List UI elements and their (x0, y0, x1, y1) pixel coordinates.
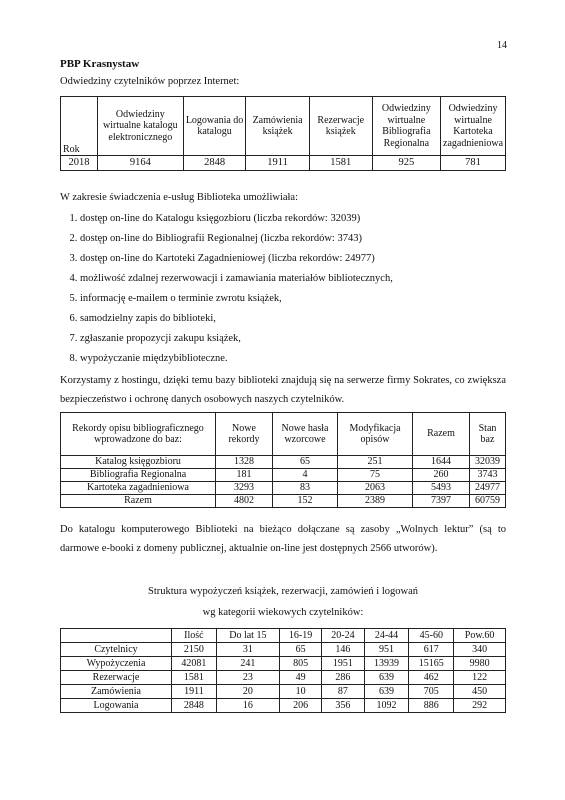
table-cell: 49 (279, 671, 321, 685)
table-cell: 83 (273, 482, 338, 495)
table-header-cell: 16-19 (279, 629, 321, 643)
list-item: 1. dostęp on-line do Katalogu księgozbioru (liczba rekordów: 32039) (80, 209, 506, 229)
table-cell: 886 (409, 699, 454, 713)
table-cell: 340 (454, 643, 506, 657)
table-header-cell: Rezerwacje książek (309, 97, 372, 156)
table-header-cell: Odwiedziny wirtualne Bibliografia Regionalna (372, 97, 440, 156)
list-item: 2. dostęp on-line do Bibliografii Regionalnej (liczba rekordów: 3743) (80, 229, 506, 249)
table-cell: 1911 (172, 685, 217, 699)
table-cell: 2150 (172, 643, 217, 657)
table-header-cell: Logowania do katalogu (183, 97, 246, 156)
page-number: 14 (497, 40, 507, 51)
table-cell: 2018 (61, 156, 98, 171)
table-cell: 13939 (364, 657, 409, 671)
table-cell: 450 (454, 685, 506, 699)
table-cell: 32039 (470, 456, 506, 469)
section-heading (60, 58, 506, 87)
table-header-row (61, 413, 506, 456)
records-table (60, 412, 506, 508)
table-row (61, 495, 506, 508)
table-cell: 24977 (470, 482, 506, 495)
table-cell: 1092 (364, 699, 409, 713)
table-cell: 251 (338, 456, 413, 469)
services-intro: W zakresie świadczenia e-usług Biblioteka umożliwiała: (60, 192, 299, 203)
table-cell: 65 (273, 456, 338, 469)
table-cell: 9980 (454, 657, 506, 671)
table-cell: 152 (273, 495, 338, 508)
list-item: 6. samodzielny zapis do biblioteki, (80, 309, 506, 329)
age-structure-table-wrap (60, 628, 506, 713)
table-cell: 15165 (409, 657, 454, 671)
table-header-cell: 24-44 (364, 629, 409, 643)
table-header-cell: Nowe hasła wzorcowe (273, 413, 338, 456)
table-cell: 75 (338, 469, 413, 482)
table-cell: 356 (322, 699, 364, 713)
records-table-wrap (60, 412, 506, 508)
list-item: 5. informację e-mailem o terminie zwrotu książek, (80, 289, 506, 309)
table-cell: 639 (364, 671, 409, 685)
table-header-cell: Odwiedziny wirtualne Kartoteka zagadnieniowa (441, 97, 506, 156)
table-header-cell: Rok (61, 97, 98, 156)
structure-title (60, 586, 506, 618)
table-cell: 462 (409, 671, 454, 685)
table-row (61, 699, 506, 713)
list-item: 8. wypożyczanie międzybiblioteczne. (80, 349, 506, 369)
table-header-cell: Zamówienia książek (246, 97, 309, 156)
table-cell: 23 (216, 671, 279, 685)
table-cell: 617 (409, 643, 454, 657)
table-cell: 122 (454, 671, 506, 685)
table-header-cell: Odwiedziny wirtualne katalogu elektronicznego (97, 97, 183, 156)
internet-visits-table (60, 96, 506, 171)
table-row (61, 685, 506, 699)
table-cell: 3743 (470, 469, 506, 482)
table-cell: 9164 (97, 156, 183, 171)
table-cell: 10 (279, 685, 321, 699)
table-cell: Rezerwacje (61, 671, 172, 685)
table-cell: 951 (364, 643, 409, 657)
table-cell: 925 (372, 156, 440, 171)
wolne-lektury-paragraph: Do katalogu komputerowego Biblioteki na bieżąco dołączane są zasoby „Wolnych lektur” (są to darmowe e-booki z domeny publicznej, aktualnie on-line jest dostępnych 2566 utworów). (60, 524, 506, 554)
table-cell: 3293 (216, 482, 273, 495)
table-header-cell: Modyfikacja opisów (338, 413, 413, 456)
table-header-cell: Razem (413, 413, 470, 456)
table-cell: 286 (322, 671, 364, 685)
table-cell: 4802 (216, 495, 273, 508)
table-cell: 31 (216, 643, 279, 657)
table-header-cell: 20-24 (322, 629, 364, 643)
table-row (61, 456, 506, 469)
table-header-cell: Pow.60 (454, 629, 506, 643)
table-cell: 1911 (246, 156, 309, 171)
table-cell: Bibliografia Regionalna (61, 469, 216, 482)
table-cell: Razem (61, 495, 216, 508)
structure-title-line-1: Struktura wypożyczeń książek, rezerwacji, zamówień i logowań (148, 586, 418, 597)
table-cell: 1581 (309, 156, 372, 171)
table-header-row (61, 97, 506, 156)
table-cell: 16 (216, 699, 279, 713)
list-item: 4. możliwość zdalnej rezerwowacji i zamawiania materiałów bibliotecznych, (80, 269, 506, 289)
wolne-lektury-section (60, 520, 506, 558)
table-row (61, 482, 506, 495)
table-row (61, 657, 506, 671)
table-cell: 1328 (216, 456, 273, 469)
table-header-cell: Rekordy opisu bibliograficznego wprowadzone do baz: (61, 413, 216, 456)
table-cell: 87 (322, 685, 364, 699)
table-cell: 2389 (338, 495, 413, 508)
table-header-cell: Nowe rekordy (216, 413, 273, 456)
list-item: 7. zgłaszanie propozycji zakupu książek, (80, 329, 506, 349)
table-cell: 781 (441, 156, 506, 171)
hosting-paragraph: Korzystamy z hostingu, dzięki temu bazy biblioteki znajdują się na serwerze firmy Sokrates, co zwiększa bezpieczeństwo i ochronę danych osobowych naszych czytelników. (60, 375, 506, 405)
table-header-cell: Stan baz (470, 413, 506, 456)
internet-visits-table-wrap (60, 96, 506, 171)
table-header-cell: Ilość (172, 629, 217, 643)
table-cell: 5493 (413, 482, 470, 495)
table-row (61, 469, 506, 482)
table-cell: 181 (216, 469, 273, 482)
table-cell: Czytelnicy (61, 643, 172, 657)
services-section (60, 192, 506, 409)
table-cell: 705 (409, 685, 454, 699)
list-item: 3. dostęp on-line do Kartoteki Zagadnieniowej (liczba rekordów: 24977) (80, 249, 506, 269)
library-name: PBP Krasnystaw (60, 58, 140, 70)
table-cell: 206 (279, 699, 321, 713)
table-row (61, 643, 506, 657)
table-cell: 260 (413, 469, 470, 482)
internet-visits-intro: Odwiedziny czytelników poprzez Internet: (60, 76, 240, 87)
services-list (60, 209, 506, 369)
table-cell: 1644 (413, 456, 470, 469)
table-cell: 4 (273, 469, 338, 482)
table-cell: Katalog księgozbioru (61, 456, 216, 469)
table-cell: 241 (216, 657, 279, 671)
table-cell: 7397 (413, 495, 470, 508)
table-header-cell (61, 629, 172, 643)
table-header-cell: Do lat 15 (216, 629, 279, 643)
table-cell: 639 (364, 685, 409, 699)
table-cell: 146 (322, 643, 364, 657)
table-cell: 20 (216, 685, 279, 699)
table-cell: 292 (454, 699, 506, 713)
table-cell: 42081 (172, 657, 217, 671)
table-cell: 65 (279, 643, 321, 657)
table-header-row (61, 629, 506, 643)
table-cell: Logowania (61, 699, 172, 713)
table-cell: Wypożyczenia (61, 657, 172, 671)
age-structure-table (60, 628, 506, 713)
table-cell: 2063 (338, 482, 413, 495)
table-cell: 1951 (322, 657, 364, 671)
table-cell: 1581 (172, 671, 217, 685)
table-cell: Zamówienia (61, 685, 172, 699)
table-cell: 60759 (470, 495, 506, 508)
table-cell: 805 (279, 657, 321, 671)
table-cell: Kartoteka zagadnieniowa (61, 482, 216, 495)
table-row (61, 671, 506, 685)
table-cell: 2848 (172, 699, 217, 713)
structure-title-line-2: wg kategorii wiekowych czytelników: (202, 607, 364, 618)
table-header-cell: 45-60 (409, 629, 454, 643)
table-row (61, 156, 506, 171)
table-cell: 2848 (183, 156, 246, 171)
